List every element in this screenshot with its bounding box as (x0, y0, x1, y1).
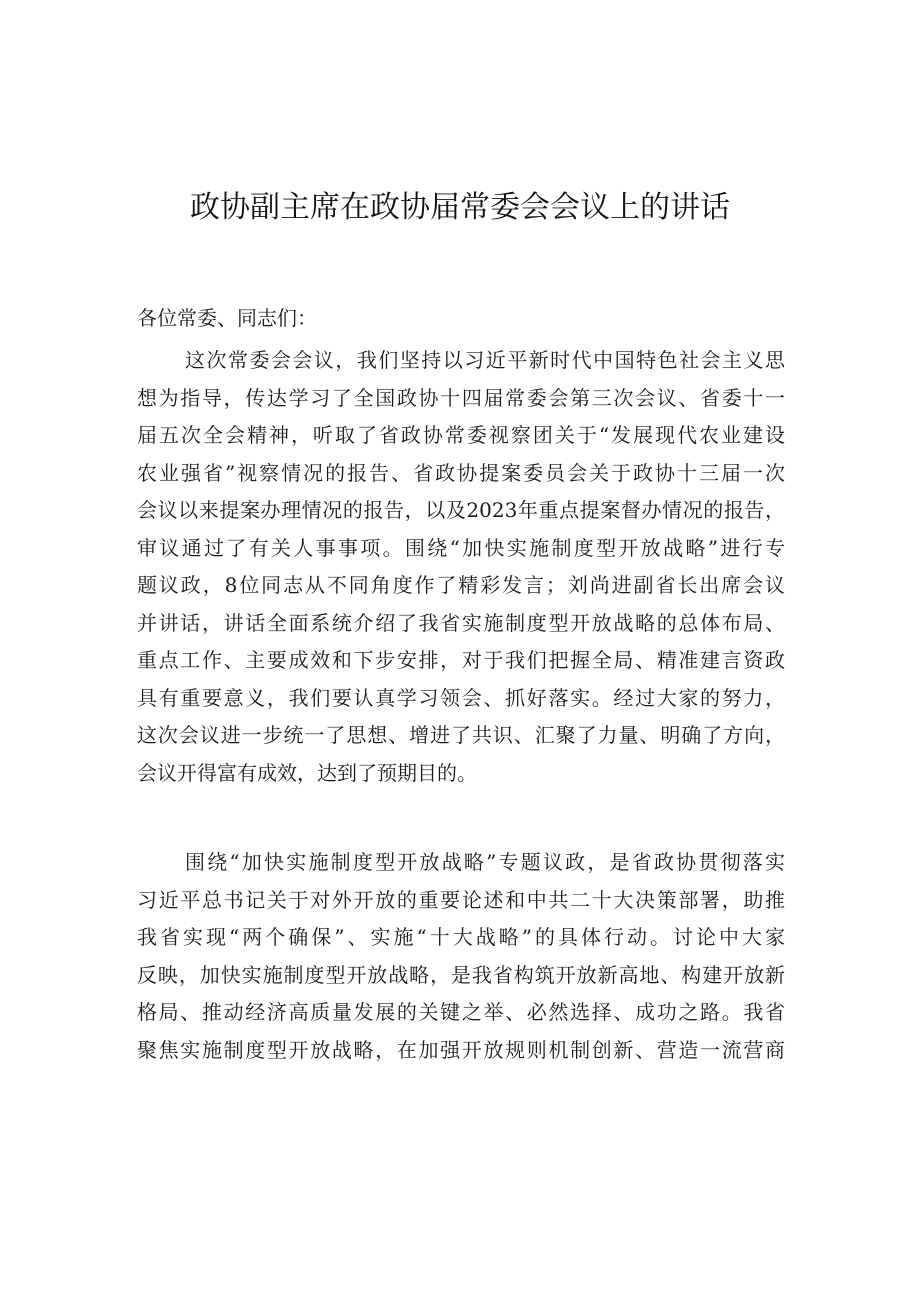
paragraph-line: 会议开得富有成效，达到了预期目的。 (137, 760, 477, 785)
paragraph-line: 聚焦实施制度型开放战略，在加强开放规则机制创新、营造一流营商 (137, 1037, 785, 1062)
paragraph-line: 并讲话，讲话全面系统介绍了我省实施制度型开放战略的总体布局、 (137, 610, 785, 635)
paragraph-line: 围绕“加快实施制度型开放战略”专题议政，是省政协贯彻落实 (185, 850, 785, 874)
paragraph-line: 想为指导，传达学习了全国政协十四届常委会第三次会议、省委十一 (137, 385, 785, 410)
paragraph-line: 这次常委会会议，我们坚持以习近平新时代中国特色社会主义思 (185, 348, 785, 372)
paragraph-line: 会议以来提案办理情况的报告，以及2023年重点提案督办情况的报告， (137, 498, 785, 522)
paragraph-line: 这次会议进一步统一了思想、增进了共识、汇聚了力量、明确了方向， (137, 723, 785, 747)
paragraph-line: 具有重要意义，我们要认真学习领会、抓好落实。经过大家的努力， (137, 685, 785, 710)
paragraph-line: 审议通过了有关人事事项。围绕“加快实施制度型开放战略”进行专 (137, 535, 785, 560)
paragraph-line: 届五次全会精神，听取了省政协常委视察团关于“发展现代农业建设 (137, 423, 785, 447)
paragraph-line: 题议政，8位同志从不同角度作了精彩发言；刘尚进副省长出席会议 (137, 573, 785, 597)
paragraph-line: 反映，加快实施制度型开放战略，是我省构筑开放新高地、构建开放新 (137, 962, 785, 987)
salutation: 各位常委、同志们： (137, 306, 317, 330)
document-title: 政协副主席在政协届常委会会议上的讲话 (190, 190, 730, 225)
paragraph-line: 格局、推动经济高质量发展的关键之举、必然选择、成功之路。我省 (137, 1000, 785, 1024)
paragraph-line: 重点工作、主要成效和下步安排，对于我们把握全局、精准建言资政 (137, 648, 785, 672)
body-paragraph-2 (137, 844, 785, 1069)
paragraph-line: 我省实现“两个确保”、实施“十大战略”的具体行动。讨论中大家 (137, 925, 785, 949)
paragraph-line: 农业强省”视察情况的报告、省政协提案委员会关于政协十三届一次 (137, 460, 785, 485)
paragraph-line: 习近平总书记关于对外开放的重要论述和中共二十大决策部署，助推 (137, 887, 785, 912)
body-paragraph-1 (137, 342, 785, 792)
